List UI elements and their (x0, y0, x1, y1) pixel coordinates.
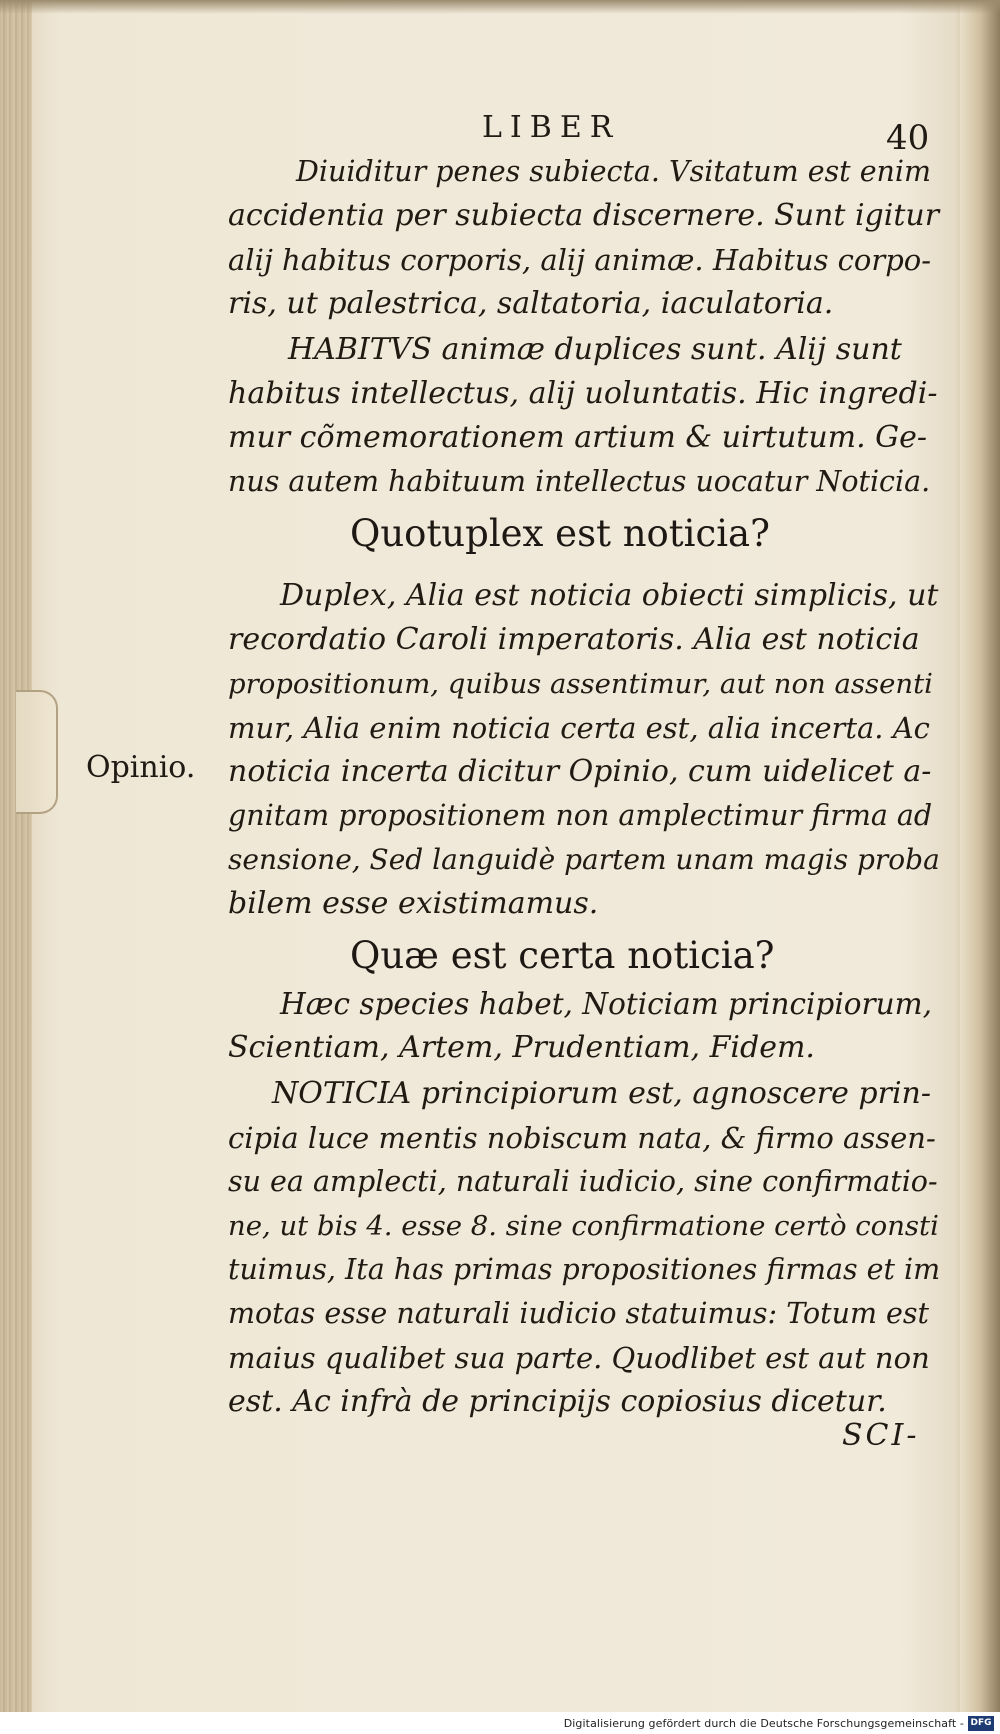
digitization-credit: Digitalisierung gefördert durch die Deutsche Forschungsgemeinschaft - (563, 1717, 964, 1730)
text-line: mur cõmemorationem artium & uirtutum. Ge- (228, 420, 928, 455)
text-line: gnitam propositionem non amplectimur firma ad (228, 799, 933, 832)
text-line: Scientiam, Artem, Prudentiam, Fidem. (228, 1030, 815, 1065)
text-line: nus autem habituum intellectus uocatur Noticia. (228, 465, 931, 498)
text-line: habitus intellectus, alij uoluntatis. Hic ingredi- (228, 376, 938, 411)
text-line: bilem esse existimamus. (228, 886, 599, 921)
text-line: su ea amplecti, naturali iudicio, sine confirmatio- (228, 1165, 938, 1198)
text-line: Duplex, Alia est noticia obiecti simplicis, ut (280, 578, 939, 613)
text-line: mur, Alia enim noticia certa est, alia incerta. Ac (228, 711, 930, 745)
text-line: noticia incerta dicitur Opinio, cum uidelicet a- (228, 754, 932, 789)
text-line: est. Ac infrà de principijs copiosius dicetur. (228, 1384, 887, 1419)
text-line: alij habitus corporis, alij animæ. Habitus corpo- (228, 243, 932, 277)
text-line: cipia luce mentis nobiscum nata, & firmo assen- (228, 1121, 936, 1155)
text-line: tuimus, Ita has primas propositiones firmas et im (228, 1253, 941, 1286)
text-line: ne, ut bis 4. esse 8. sine confirmatione certò consti (228, 1210, 939, 1242)
text-line: HABITVS animæ duplices sunt. Alij sunt (288, 332, 902, 367)
text-line: propositionum, quibus assentimur, aut non assenti (228, 668, 933, 700)
footer-band (0, 1712, 1000, 1734)
text-line: maius qualibet sua parte. Quodlibet est aut non (228, 1341, 930, 1375)
text-line: Diuiditur penes subiecta. Vsitatum est enim (296, 155, 932, 188)
section-heading: Quotuplex est noticia? (350, 512, 770, 555)
margin-note-opinio: Opinio. (86, 750, 196, 785)
text-line: accidentia per subiecta discernere. Sunt igitur (228, 198, 940, 233)
running-head: LIBER (482, 110, 621, 145)
text-line: recordatio Caroli imperatoris. Alia est noticia (228, 622, 920, 657)
text-line: ris, ut palestrica, saltatoria, iaculatoria. (228, 286, 834, 321)
text-line: sensione, Sed languidè partem unam magis proba (228, 843, 940, 876)
page-number: 40 (886, 118, 930, 158)
text-line: Hæc species habet, Noticiam principiorum, (280, 987, 932, 1021)
text-line: motas esse naturali iudicio statuimus: Totum est (228, 1297, 929, 1330)
catchword: SCI- (842, 1418, 920, 1453)
text-line: NOTICIA principiorum est, agnoscere prin- (272, 1076, 932, 1111)
dfg-logo: DFG (968, 1716, 994, 1731)
section-heading: Quæ est certa noticia? (350, 934, 775, 977)
